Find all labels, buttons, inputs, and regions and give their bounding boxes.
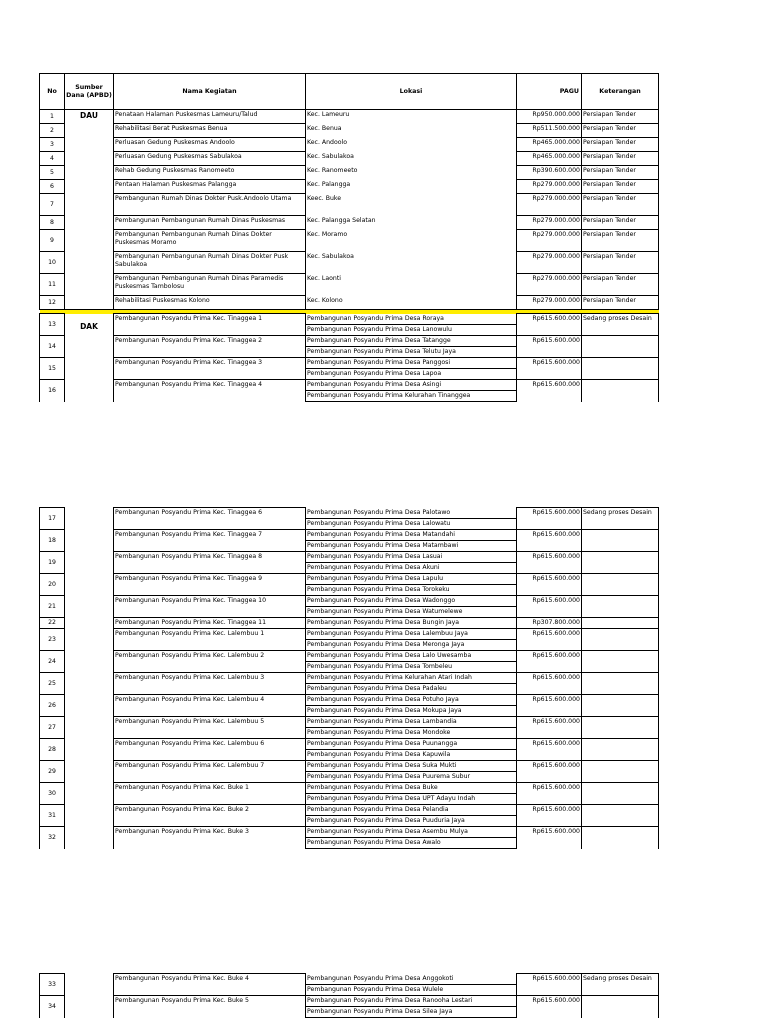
note: Sedang proses Desain bbox=[582, 508, 659, 530]
activity-name: Pentaan Halaman Puskesmas Palangga bbox=[114, 180, 306, 194]
note: Persiapan Tender bbox=[582, 166, 659, 180]
row-number: 12 bbox=[40, 296, 65, 310]
row-number: 9 bbox=[40, 230, 65, 252]
pagu-amount: Rp390.600.000 bbox=[517, 166, 582, 180]
note bbox=[582, 651, 659, 673]
pagu-amount: Rp615.600.000 bbox=[517, 629, 582, 651]
activity-name: Pembangunan Pembangunan Rumah Dinas Puskesmas bbox=[114, 216, 306, 230]
pagu-amount: Rp279.000.000 bbox=[517, 216, 582, 230]
note bbox=[582, 336, 659, 358]
table-row bbox=[40, 508, 659, 519]
pagu-amount: Rp615.600.000 bbox=[517, 717, 582, 739]
location: Pembangunan Posyandu Prima Desa Mokupa Jaya bbox=[306, 706, 517, 717]
note: Sedang proses Desain bbox=[582, 974, 659, 996]
row-number: 22 bbox=[40, 618, 65, 629]
table-row bbox=[40, 152, 659, 166]
location: Pembangunan Posyandu Prima Desa Asingi bbox=[306, 380, 517, 391]
table-row bbox=[40, 230, 659, 252]
row-number: 17 bbox=[40, 508, 65, 530]
note: Persiapan Tender bbox=[582, 110, 659, 124]
note: Persiapan Tender bbox=[582, 216, 659, 230]
location: Kec. Kolono bbox=[306, 296, 517, 310]
location: Kec. Palangga bbox=[306, 180, 517, 194]
pagu-amount: Rp279.000.000 bbox=[517, 230, 582, 252]
activity-name: Pembangunan Posyandu Prima Kec. Tinaggea 10 bbox=[114, 596, 306, 618]
table-row bbox=[40, 314, 659, 325]
pagu-amount: Rp615.600.000 bbox=[517, 673, 582, 695]
pagu-amount: Rp615.600.000 bbox=[517, 974, 582, 996]
activity-name: Pembangunan Posyandu Prima Kec. Tinaggea 6 bbox=[114, 508, 306, 530]
location: Pembangunan Posyandu Prima Desa Ranooha Lestari bbox=[306, 996, 517, 1007]
row-number: 25 bbox=[40, 673, 65, 695]
location: Kec. Laonti bbox=[306, 274, 517, 296]
activity-name: Pembangunan Posyandu Prima Kec. Tinaggea 4 bbox=[114, 380, 306, 402]
pagu-amount: Rp307.800.000 bbox=[517, 618, 582, 629]
table-row bbox=[40, 827, 659, 838]
location: Pembangunan Posyandu Prima Desa Lasuai bbox=[306, 552, 517, 563]
table-row bbox=[40, 216, 659, 230]
note: Persiapan Tender bbox=[582, 274, 659, 296]
activity-name: Pembangunan Posyandu Prima Kec. Tinaggea 1 bbox=[114, 314, 306, 336]
pagu-amount: Rp279.000.000 bbox=[517, 296, 582, 310]
location: Pembangunan Posyandu Prima Desa Watumelewe bbox=[306, 607, 517, 618]
activity-name: Rehabilitasi Puskesmas Kolono bbox=[114, 296, 306, 310]
table-row bbox=[40, 629, 659, 640]
row-number: 14 bbox=[40, 336, 65, 358]
row-number: 23 bbox=[40, 629, 65, 651]
activity-name: Pembangunan Posyandu Prima Kec. Lalembuu 6 bbox=[114, 739, 306, 761]
location: Pembangunan Posyandu Prima Kelurahan Tinanggea bbox=[306, 391, 517, 402]
activity-name: Pembangunan Rumah Dinas Dokter Pusk.Andoolo Utama bbox=[114, 194, 306, 216]
pagu-amount: Rp615.600.000 bbox=[517, 739, 582, 761]
row-number: 2 bbox=[40, 124, 65, 138]
row-number: 19 bbox=[40, 552, 65, 574]
row-number: 16 bbox=[40, 380, 65, 402]
note: Persiapan Tender bbox=[582, 230, 659, 252]
activity-name: Pembangunan Pembangunan Rumah Dinas Paramedis Puskesmas Tambolosu bbox=[114, 274, 306, 296]
header-pagu: PAGU bbox=[517, 74, 582, 110]
note: Persiapan Tender bbox=[582, 296, 659, 310]
location: Kec. Palangga Selatan bbox=[306, 216, 517, 230]
table-row bbox=[40, 336, 659, 347]
table-row bbox=[40, 996, 659, 1007]
location: Pembangunan Posyandu Prima Desa Awalo bbox=[306, 838, 517, 849]
note bbox=[582, 530, 659, 552]
location: Pembangunan Posyandu Prima Desa Kapuwila bbox=[306, 750, 517, 761]
pagu-amount: Rp615.600.000 bbox=[517, 574, 582, 596]
note: Persiapan Tender bbox=[582, 180, 659, 194]
location: Pembangunan Posyandu Prima Desa Puurema Subur bbox=[306, 772, 517, 783]
location: Pembangunan Posyandu Prima Desa Pelandia bbox=[306, 805, 517, 816]
activity-name: Pembangunan Posyandu Prima Kec. Tinaggea 2 bbox=[114, 336, 306, 358]
pagu-amount: Rp615.600.000 bbox=[517, 695, 582, 717]
row-number: 29 bbox=[40, 761, 65, 783]
note bbox=[582, 574, 659, 596]
activity-name: Pembangunan Posyandu Prima Kec. Tinaggea 9 bbox=[114, 574, 306, 596]
location: Pembangunan Posyandu Prima Desa Potuho Jaya bbox=[306, 695, 517, 706]
location: Pembangunan Posyandu Prima Desa Telutu Jaya bbox=[306, 347, 517, 358]
row-number: 32 bbox=[40, 827, 65, 849]
location: Pembangunan Posyandu Prima Desa Wulele bbox=[306, 985, 517, 996]
note bbox=[582, 761, 659, 783]
pagu-amount: Rp615.600.000 bbox=[517, 783, 582, 805]
row-number: 31 bbox=[40, 805, 65, 827]
table-row bbox=[40, 166, 659, 180]
location: Pembangunan Posyandu Prima Desa Lambandia bbox=[306, 717, 517, 728]
source-fund-empty bbox=[65, 974, 114, 1018]
row-number: 20 bbox=[40, 574, 65, 596]
table-row bbox=[40, 574, 659, 585]
note bbox=[582, 739, 659, 761]
activity-name: Pembangunan Posyandu Prima Kec. Lalembuu 2 bbox=[114, 651, 306, 673]
table-row bbox=[40, 124, 659, 138]
row-number: 1 bbox=[40, 110, 65, 124]
table-row bbox=[40, 296, 659, 310]
location: Pembangunan Posyandu Prima Desa Anggokoti bbox=[306, 974, 517, 985]
activity-name: Penataan Halaman Puskesmas Lameuru/Talud bbox=[114, 110, 306, 124]
pagu-amount: Rp465.000.000 bbox=[517, 138, 582, 152]
activity-name: Pembangunan Posyandu Prima Kec. Lalembuu 4 bbox=[114, 695, 306, 717]
row-number: 5 bbox=[40, 166, 65, 180]
activity-name: Pembangunan Posyandu Prima Kec. Lalembuu 5 bbox=[114, 717, 306, 739]
location: Pembangunan Posyandu Prima Desa Bungin Jaya bbox=[306, 618, 517, 629]
activity-name: Pembangunan Posyandu Prima Kec. Tinaggea 8 bbox=[114, 552, 306, 574]
note bbox=[582, 552, 659, 574]
table-row bbox=[40, 194, 659, 216]
location: Pembangunan Posyandu Prima Desa Lapoa bbox=[306, 369, 517, 380]
row-number: 15 bbox=[40, 358, 65, 380]
pagu-amount: Rp950.000.000 bbox=[517, 110, 582, 124]
location: Kec. Andoolo bbox=[306, 138, 517, 152]
note bbox=[582, 596, 659, 618]
pagu-amount: Rp279.000.000 bbox=[517, 252, 582, 274]
table-header-row bbox=[40, 74, 659, 110]
row-number: 26 bbox=[40, 695, 65, 717]
location: Pembangunan Posyandu Prima Desa Lanowulu bbox=[306, 325, 517, 336]
table-row bbox=[40, 673, 659, 684]
location: Pembangunan Posyandu Prima Desa Padaleu bbox=[306, 684, 517, 695]
table-row bbox=[40, 530, 659, 541]
pagu-amount: Rp615.600.000 bbox=[517, 314, 582, 336]
note bbox=[582, 618, 659, 629]
location: Kec. Moramo bbox=[306, 230, 517, 252]
row-number: 21 bbox=[40, 596, 65, 618]
header-name: Nama Kegiatan bbox=[114, 74, 306, 110]
activity-name: Rehab Gedung Puskesmas Ranomeeto bbox=[114, 166, 306, 180]
pagu-amount: Rp615.600.000 bbox=[517, 996, 582, 1018]
note bbox=[582, 629, 659, 651]
pagu-amount: Rp615.600.000 bbox=[517, 530, 582, 552]
location: Kec. Sabulakoa bbox=[306, 252, 517, 274]
activity-name: Perluasan Gedung Puskesmas Sabulakoa bbox=[114, 152, 306, 166]
activity-name: Pembangunan Posyandu Prima Kec. Buke 1 bbox=[114, 783, 306, 805]
table-row bbox=[40, 717, 659, 728]
note: Persiapan Tender bbox=[582, 152, 659, 166]
table-row bbox=[40, 358, 659, 369]
location: Pembangunan Posyandu Prima Desa Lalembuu Jaya bbox=[306, 629, 517, 640]
activity-name: Pembangunan Posyandu Prima Kec. Buke 4 bbox=[114, 974, 306, 996]
location: Pembangunan Posyandu Prima Desa Lalo Uwesamba bbox=[306, 651, 517, 662]
location: Kec. Ranomeeto bbox=[306, 166, 517, 180]
budget-table-page-3 bbox=[39, 973, 659, 1018]
activity-name: Perluasan Gedung Puskesmas Andoolo bbox=[114, 138, 306, 152]
location: Pembangunan Posyandu Prima Desa Buke bbox=[306, 783, 517, 794]
table-row bbox=[40, 761, 659, 772]
note bbox=[582, 695, 659, 717]
row-number: 7 bbox=[40, 194, 65, 216]
pagu-amount: Rp279.000.000 bbox=[517, 180, 582, 194]
location: Kec. Benua bbox=[306, 124, 517, 138]
pagu-amount: Rp615.600.000 bbox=[517, 827, 582, 849]
table-row bbox=[40, 805, 659, 816]
location: Pembangunan Posyandu Prima Desa Torokeku bbox=[306, 585, 517, 596]
row-number: 34 bbox=[40, 996, 65, 1018]
activity-name: Pembangunan Posyandu Prima Kec. Tinaggea 11 bbox=[114, 618, 306, 629]
location: Pembangunan Posyandu Prima Kelurahan Atari Indah bbox=[306, 673, 517, 684]
table-row bbox=[40, 651, 659, 662]
activity-name: Pembangunan Posyandu Prima Kec. Buke 3 bbox=[114, 827, 306, 849]
pagu-amount: Rp511.500.000 bbox=[517, 124, 582, 138]
activity-name: Pembangunan Posyandu Prima Kec. Buke 5 bbox=[114, 996, 306, 1018]
location: Kec. Sabulakoa bbox=[306, 152, 517, 166]
source-fund: DAU bbox=[65, 110, 114, 310]
table-row bbox=[40, 596, 659, 607]
pagu-amount: Rp615.600.000 bbox=[517, 805, 582, 827]
note: Persiapan Tender bbox=[582, 138, 659, 152]
location: Pembangunan Posyandu Prima Desa Wadonggo bbox=[306, 596, 517, 607]
pagu-amount: Rp615.600.000 bbox=[517, 336, 582, 358]
location: Pembangunan Posyandu Prima Desa Puuduria Jaya bbox=[306, 816, 517, 827]
source-fund-empty bbox=[65, 508, 114, 849]
pagu-amount: Rp615.600.000 bbox=[517, 508, 582, 530]
source-fund: DAK bbox=[65, 314, 114, 402]
table-row bbox=[40, 783, 659, 794]
pagu-amount: Rp279.000.000 bbox=[517, 274, 582, 296]
pagu-amount: Rp615.600.000 bbox=[517, 761, 582, 783]
row-number: 13 bbox=[40, 314, 65, 336]
note bbox=[582, 827, 659, 849]
location: Pembangunan Posyandu Prima Desa Palotawo bbox=[306, 508, 517, 519]
activity-name: Pembangunan Posyandu Prima Kec. Buke 2 bbox=[114, 805, 306, 827]
location: Pembangunan Posyandu Prima Desa Puunangga bbox=[306, 739, 517, 750]
pagu-amount: Rp615.600.000 bbox=[517, 380, 582, 402]
header-no: No bbox=[40, 74, 65, 110]
pagu-amount: Rp279.000.000 bbox=[517, 194, 582, 216]
activity-name: Pembangunan Pembangunan Rumah Dinas Dokter Puskesmas Moramo bbox=[114, 230, 306, 252]
location: Pembangunan Posyandu Prima Desa Roraya bbox=[306, 314, 517, 325]
note bbox=[582, 673, 659, 695]
activity-name: Rehabilitasi Berat Puskesmas Benua bbox=[114, 124, 306, 138]
table-row bbox=[40, 138, 659, 152]
header-location: Lokasi bbox=[306, 74, 517, 110]
note bbox=[582, 717, 659, 739]
location: Pembangunan Posyandu Prima Desa Matandahi bbox=[306, 530, 517, 541]
table-row bbox=[40, 695, 659, 706]
location: Pembangunan Posyandu Prima Desa Lalowatu bbox=[306, 519, 517, 530]
pagu-amount: Rp615.600.000 bbox=[517, 596, 582, 618]
table-row bbox=[40, 552, 659, 563]
row-number: 28 bbox=[40, 739, 65, 761]
location: Pembangunan Posyandu Prima Desa Tatangge bbox=[306, 336, 517, 347]
row-number: 10 bbox=[40, 252, 65, 274]
row-number: 24 bbox=[40, 651, 65, 673]
location: Pembangunan Posyandu Prima Desa Lapulu bbox=[306, 574, 517, 585]
note: Sedang proses Desain bbox=[582, 314, 659, 336]
table-row bbox=[40, 180, 659, 194]
note bbox=[582, 996, 659, 1018]
row-number: 3 bbox=[40, 138, 65, 152]
row-number: 18 bbox=[40, 530, 65, 552]
location: Pembangunan Posyandu Prima Desa Suka Mukti bbox=[306, 761, 517, 772]
pagu-amount: Rp615.600.000 bbox=[517, 552, 582, 574]
note: Persiapan Tender bbox=[582, 194, 659, 216]
note bbox=[582, 380, 659, 402]
row-number: 11 bbox=[40, 274, 65, 296]
pagu-amount: Rp465.000.000 bbox=[517, 152, 582, 166]
activity-name: Pembangunan Posyandu Prima Kec. Lalembuu 3 bbox=[114, 673, 306, 695]
location: Kec. Lameuru bbox=[306, 110, 517, 124]
pagu-amount: Rp615.600.000 bbox=[517, 651, 582, 673]
table-row bbox=[40, 110, 659, 124]
activity-name: Pembangunan Posyandu Prima Kec. Lalembuu 1 bbox=[114, 629, 306, 651]
location: Pembangunan Posyandu Prima Desa Meronga Jaya bbox=[306, 640, 517, 651]
row-number: 4 bbox=[40, 152, 65, 166]
note: Persiapan Tender bbox=[582, 252, 659, 274]
location: Pembangunan Posyandu Prima Desa Matambawi bbox=[306, 541, 517, 552]
table-row bbox=[40, 618, 659, 629]
location: Keec. Buke bbox=[306, 194, 517, 216]
location: Pembangunan Posyandu Prima Desa Asembu Mulya bbox=[306, 827, 517, 838]
location: Pembangunan Posyandu Prima Desa Tombeleu bbox=[306, 662, 517, 673]
header-source: Sumber Dana (APBD) bbox=[65, 74, 114, 110]
location: Pembangunan Posyandu Prima Desa Panggosi bbox=[306, 358, 517, 369]
header-note: Keterangan bbox=[582, 74, 659, 110]
row-number: 6 bbox=[40, 180, 65, 194]
location: Pembangunan Posyandu Prima Desa Silea Jaya bbox=[306, 1007, 517, 1018]
location: Pembangunan Posyandu Prima Desa Mondoke bbox=[306, 728, 517, 739]
table-row bbox=[40, 739, 659, 750]
table-row bbox=[40, 274, 659, 296]
budget-table-page-1 bbox=[39, 73, 659, 402]
note bbox=[582, 805, 659, 827]
row-number: 27 bbox=[40, 717, 65, 739]
activity-name: Pembangunan Posyandu Prima Kec. Lalembuu 7 bbox=[114, 761, 306, 783]
activity-name: Pembangunan Posyandu Prima Kec. Tinaggea 3 bbox=[114, 358, 306, 380]
activity-name: Pembangunan Pembangunan Rumah Dinas Dokter Pusk Sabulakoa bbox=[114, 252, 306, 274]
location: Pembangunan Posyandu Prima Desa Akuni bbox=[306, 563, 517, 574]
row-number: 8 bbox=[40, 216, 65, 230]
note bbox=[582, 783, 659, 805]
table-row bbox=[40, 974, 659, 985]
table-row bbox=[40, 380, 659, 391]
row-number: 30 bbox=[40, 783, 65, 805]
note bbox=[582, 358, 659, 380]
budget-table-page-2 bbox=[39, 507, 659, 849]
note: Persiapan Tender bbox=[582, 124, 659, 138]
row-number: 33 bbox=[40, 974, 65, 996]
location: Pembangunan Posyandu Prima Desa UPT Adayu Indah bbox=[306, 794, 517, 805]
pagu-amount: Rp615.600.000 bbox=[517, 358, 582, 380]
activity-name: Pembangunan Posyandu Prima Kec. Tinaggea 7 bbox=[114, 530, 306, 552]
table-row bbox=[40, 252, 659, 274]
